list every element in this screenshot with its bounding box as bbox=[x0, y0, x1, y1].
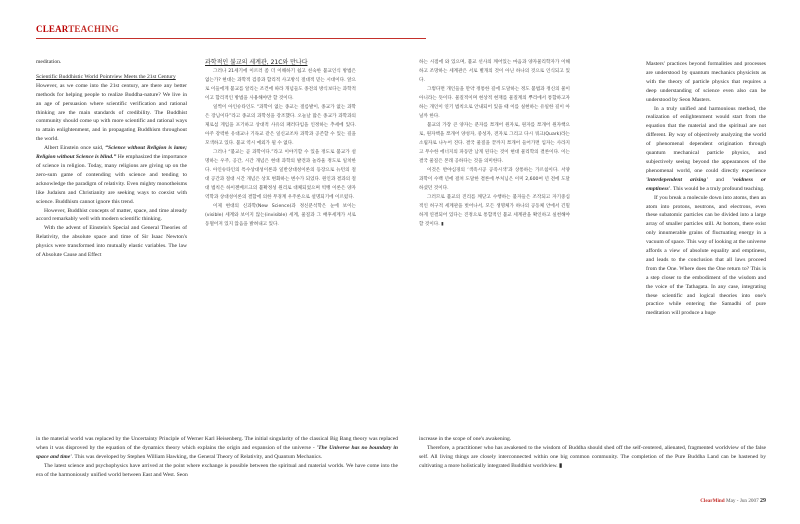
paragraph: in the material world was replaced by the Uncertainty Principle of Werner Karl Heisenberg. The initial singularity of the classical Big Bang theory was replaced when it was disproved by the equation of the dynamics theory which explains the origin and expansion of the universe - 'The Universe has no boundary in space and time'. This was developed by Stephen William Hawking, the General Theory of Relativity, and Quantum Mechanics. bbox=[36, 436, 398, 460]
english-bottom-right bbox=[419, 435, 766, 471]
korean-column-right bbox=[419, 58, 570, 229]
masthead-rule bbox=[36, 38, 426, 39]
paragraph: 그러나 “불교는 곧 과학이다.”라고 이야기할 수 있을 정도로 불교가 설명하는 우주, 공간, 시간 개념은 현대 과학의 발견과 놀라울 정도로 일치한다. 아인슈타인의 특수상대성이론과 일반상대성이론의 등장으로 뉴턴의 절대 공간과 절대 시간 개념은 상호 변화하는 변수가 되었다. 원인과 결과의 절대 법칙은 하이젠베르크의 불확정성 원리로 대체되었으며 빅뱅 이론은 양자역학과 상대성이론의 결합에 의한 무경계 우주론으로 설명되기에 이르렀다. bbox=[205, 150, 356, 200]
page-number: 29 bbox=[760, 498, 766, 504]
paragraph: However, as we come into the 21st century, are there any better methods for helping people to realize Buddha-nature? We live in an age of persuasion where scientific verification and rational thinking are the main standards of credibility. The Buddhist community should come up with more scientific and rational ways to attain enlightenment, and in propagating Buddhism throughout the world. bbox=[36, 82, 187, 143]
paragraph: Albert Einstein once said, “Science without Religion is lame; Religion without Science is blind.” He emphasized the importance of science in religion. Today, many religions are giving up on the zero-sum game of contending with science and tending to acknowledge the paradigm of relativity. Even mighty monotheisms like Judaism and Christianity are seeking ways to coexist with science. Buddhism cannot ignore this trend. bbox=[36, 145, 187, 205]
einstein-quote: “Science without Religion is lame; Religion without Science is blind.” bbox=[36, 145, 187, 161]
english-column-left bbox=[36, 58, 187, 260]
paragraph: 이것은 반야심경의 ‘색즉시공 공즉시색’과 상통하는 가르침이다. 서양 과학이 수백 년에 걸쳐 도달한 결론에 부처님은 이미 2,600여 년 전에 도달하셨던 것이다. bbox=[419, 168, 570, 191]
paragraph: Therefore, a practitioner who has awakened to the wisdom of Buddha should shed off the self-centered, alienated, fragmented worldview of the false self. All living things are closely interconnected within one big common community. The completion of the Pure Buddha Land can be hastened by cultivating a more holistically integrated Buddhist worldview. ▮ bbox=[419, 445, 766, 469]
paragraph: increase in the scope of one's awakening. bbox=[419, 436, 512, 442]
paragraph: In a truly unified and harmonious method, the realization of enlightenment would start from the equation that the material and the spiritual are not different. By way of objectively analyzing the world of phenomenal dependent origination through quantum mechanical particle physics, and subjectively seeing beyond the appearances of the phenomenal world, one could directly experience 'interdependent arising' and 'voidness or emptiness'. This would be a truly profound teaching. bbox=[646, 105, 766, 192]
footer-issue: May - Jun 2007 bbox=[725, 498, 759, 504]
english-bottom-left bbox=[36, 435, 398, 480]
paragraph: 이제 현대의 신과학(New Science)과 정신분석학은 눈에 보이는(visible) 세계와 보이지 않는(invisible) 세계, 물질과 그 배후세계가 서로 동떨어져 있지 않음을 밝혀내고 있다. bbox=[205, 204, 356, 227]
end-mark: ▮ bbox=[441, 222, 444, 227]
paragraph: 일찍이 아인슈타인도 “과학이 없는 종교는 절름발이, 종교가 없는 과학은 장님이다”라고 종교의 과학성을 강조했다. 오늘날 많은 종교가 과학과의 제로섬 게임을 포기하고 상대적 사유의 패러다임을 인정하는 추세에 있다. 아주 강력한 유대교나 기독교 같은 일신교조차 과학과 공존할 수 있는 길을 모색하고 있다. 불교 역시 예외가 될 수 없다. bbox=[205, 105, 356, 146]
paragraph: 불교의 가장 큰 양자는 분자를 쪼개어 원자로, 원자를 쪼개어 원자핵으로, 원자핵을 쪼개어 양성자, 중성자, 전자로 그리고 다시 쿼크(Quark)라는 소립자로 나누어 진다. 결국 물질을 끝까지 쪼개어 들어가면 입자는 사라지고 무수한 에너지의 파동만 남게 된다는 것이 현대 물리학의 결론이다. 이는 결국 물질은 본래 공하다는 것을 의미한다. bbox=[419, 123, 570, 164]
paragraph: meditation. bbox=[36, 59, 62, 65]
paragraph: 하는 시점에 와 있으며, 불교 선사의 깨어있는 마음과 양자물리학자가 이해하고 조망하는 세계관은 서로 별개의 것이 아닌 하나의 것으로 인식되고 있다. bbox=[419, 60, 570, 83]
paragraph: 그러나 21세기에 이르러 좀 더 이해하기 쉽고 친숙한 불교인식 방법은 없는가? 현대는 과학적 검증과 합리적 사고방식 절대적 믿는 시대이다. 앞으로 이들에게 불교를 알리는 조건에 따라 개념들도 종전의 방식보다는 과학적이고 합리적인 방법을 사용해야만 할 것이다. bbox=[205, 69, 356, 101]
section-heading-ko: 과학적인 불교의 세계관, 21C와 만나다 bbox=[205, 59, 308, 66]
page-footer bbox=[700, 498, 766, 504]
paragraph: However, Buddhist concepts of matter, space, and time already accord remarkably well with modern scientific thinking. bbox=[36, 207, 187, 223]
paragraph: If you break a molecule down into atoms, then an atom into protons, neutrons, and electrons, even these subatomic particles can be divided into a large array of smaller particles still. At bottom, there exist only innumerable grains of fluctuating energy in a vacuum of space. This way of looking at the universe affords a view of absolute equality and emptiness, and leads to the conclusion that all laws proceed from the One. Where does the One return to? This is a step closer to the embodiment of the wisdom and the voice of the Tathagata. In any case, integrating these scientific and logical theories into one's practice while entering the Samadhi of pure meditation will produce a huge bbox=[646, 194, 766, 317]
paragraph: The latest science and psychophysics have arrived at the point where exchange is possible between the spiritual and material worlds. We have come into the era of the harmoniously unified world between East and West. Seon bbox=[36, 463, 398, 478]
paragraph: 그렇다면 개인들을 만약 정통한 길에 도달하는 정도 불법과 정신의 물이 아니라는 뜻이다. 물질적이며 현상적 현재를 물질계의 뿌리에서 통합하고자 하는 개인이 연기 법칙으로 안내되어 있을 때 이를 실현하는 유일한 길이 아닐까 한다. bbox=[419, 87, 570, 119]
korean-column-left bbox=[205, 58, 356, 229]
paragraph: With the advent of Einstein's Special and General Theories of Relativity, the absolute space and time of Sir Isaac Newton's physics were transformed into mutually elastic variables. The law of Absolute Cause and Effect bbox=[36, 225, 187, 259]
footer-brand: ClearMind bbox=[700, 498, 725, 504]
section-heading-en: Scientific Buddhistic World Pointview Meets the 21st Century bbox=[36, 73, 176, 80]
paragraph: 그러므로 불교의 진리를 깨닫고 수행하는 불자들은 조작되고 자기중심적인 허구적 세계관을 벗어나서, 모든 생명체가 하나의 공동체 안에서 긴밀하게 연결되어 있다는 진정으로 통합적인 불교 세계관을 확인하고 실천해야 할 것이다. ▮ bbox=[419, 195, 570, 227]
english-column-right bbox=[646, 60, 766, 318]
end-mark: ▮ bbox=[559, 463, 563, 469]
masthead-logo: CLEARTEACHING bbox=[36, 24, 119, 34]
paragraph: Masters' practices beyond formalities and processes are understood by quantum mechanics physicists as with the theory of particle physics that requires a deep understanding of science even also can be understood by Seon Masters. bbox=[646, 61, 766, 103]
